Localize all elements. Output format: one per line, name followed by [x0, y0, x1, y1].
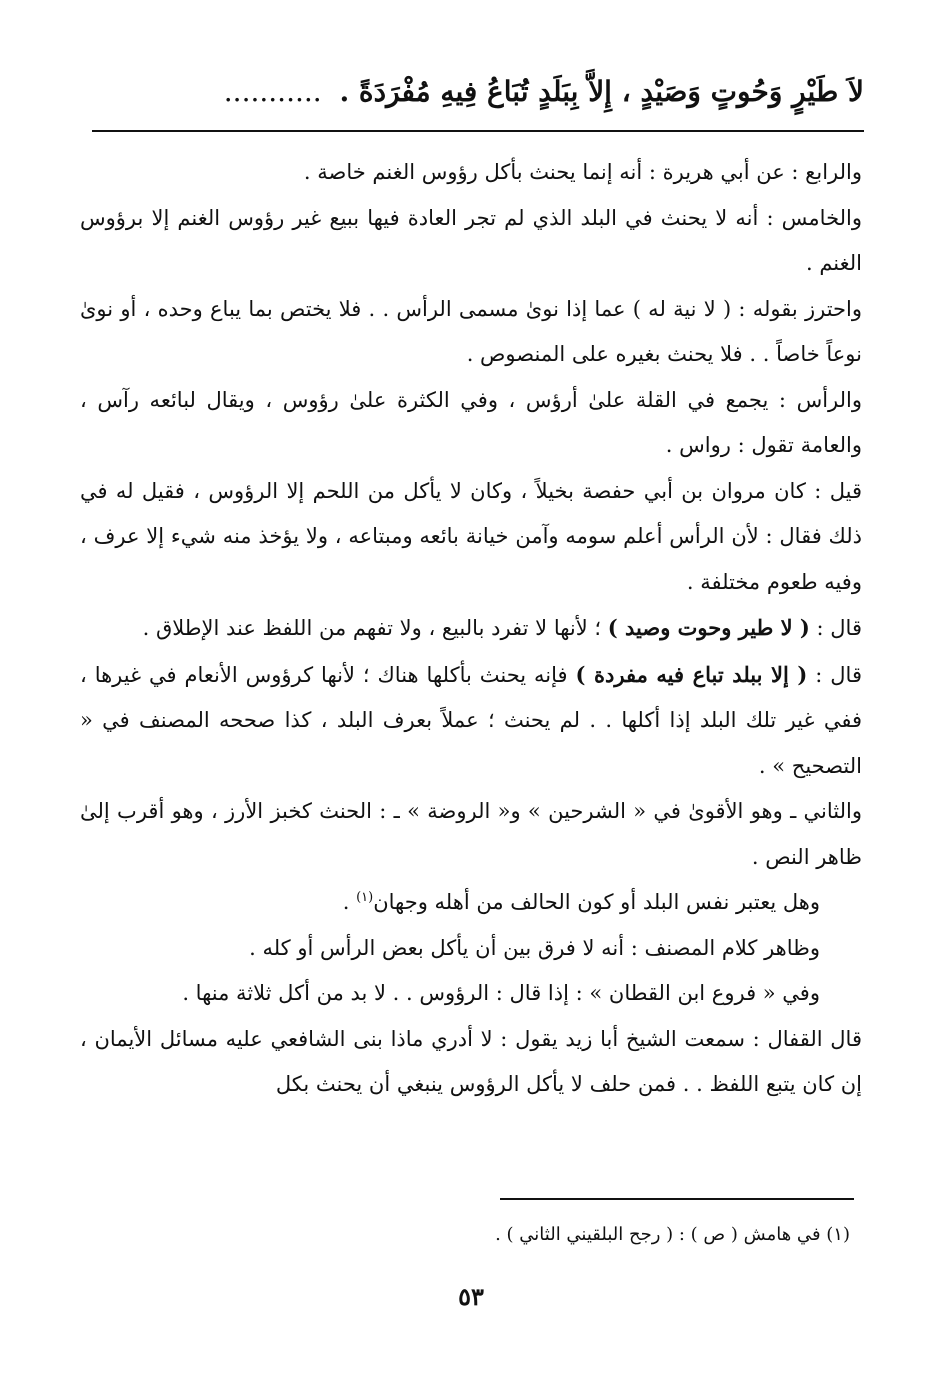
quoted-matn: ( لا طير وحوت وصيد ): [607, 615, 810, 640]
paragraph-text: قيل : كان مروان بن أبي حفصة بخيلاً ، وكان لا يأكل من اللحم إلا الرؤوس ، فقيل له في ذلك فقال : لأن الرأس أعلم سومه وآمن خيانة بائعه ومبتاعه ، ولا يؤخذ منه شيء إلا عرف ، وفيه طعوم مختلفة .: [80, 478, 862, 594]
paragraph-text: وظاهر كلام المصنف : أنه لا فرق بين أن يأكل بعض الرأس أو كله .: [249, 935, 820, 960]
paragraph-text: قال :: [807, 662, 862, 687]
body-text: [80, 150, 862, 1108]
footnote: (١) في هامش ( ص ) : ( رجح البلقيني الثاني ) .: [495, 1224, 850, 1245]
paragraph-text: والرابع : عن أبي هريرة : أنه إنما يحنث بأكل رؤوس الغنم خاصة .: [303, 160, 862, 184]
paragraph-text: والخامس : أنه لا يحنث في البلد الذي لم تجر العادة فيها ببيع غير رؤوس الغنم إلا برؤوس الغنم .: [80, 205, 862, 275]
header-rule: [92, 130, 864, 132]
paragraph-text: وفي « فروع ابن القطان » : إذا قال : الرؤوس . . لا بد من أكل ثلاثة منها .: [182, 981, 820, 1005]
paragraph: [80, 378, 862, 469]
paragraph-text: واحترز بقوله : ( لا نية له ) عما إذا نوىٰ مسمى الرأس . . فلا يختص بما يباع وحده ، أو نوىٰ نوعاً خاصاً . . فلا يحنث بغيره على المنصوص .: [80, 296, 862, 366]
paragraph: [80, 971, 862, 1017]
paragraph: [80, 605, 862, 652]
paragraph: [80, 287, 862, 378]
page-header: [92, 62, 864, 122]
paragraph-text: والثاني ـ وهو الأقوىٰ في « الشرحين » و« الروضة » ـ : الحنث كخبز الأرز ، وهو أقرب إلىٰ ظاهر النص .: [80, 799, 862, 869]
paragraph-text: ؛ لأنها لا تفرد بالبيع ، ولا تفهم من اللفظ عند الإطلاق .: [142, 616, 608, 640]
paragraph-text: فإنه يحنث بأكلها هناك ؛ لأنها كرؤوس الأنعام في غيرها ، ففي غير تلك البلد إذا أكلها . . لم يحنث ؛ عملاً بعرف البلد ، كذا صححه المصنف في « التصحيح » .: [80, 662, 862, 778]
footnote-rule: [500, 1198, 854, 1200]
page-number: ٥٣: [458, 1282, 484, 1311]
footnote-marker: (١): [356, 890, 374, 905]
paragraph-text: والرأس : يجمع في القلة علىٰ أرؤس ، وفي الكثرة علىٰ رؤوس ، ويقال لبائعه رآس ، والعامة تقول : رواس .: [80, 387, 862, 457]
paragraph: [80, 196, 862, 287]
paragraph: [80, 150, 862, 196]
paragraph: [80, 652, 862, 790]
paragraph: [80, 926, 862, 972]
paragraph-text: .: [342, 890, 357, 914]
header-dots: ...........: [223, 75, 322, 108]
header-verse: لاَ طَيْرٍ وَحُوتٍ وَصَيْدٍ ، إِلاَّ بِبَلَدٍ تُبَاعُ فِيهِ مُفْرَدَةً .: [339, 75, 864, 108]
paragraph: [80, 1017, 862, 1108]
paragraph-text: قال :: [809, 616, 862, 640]
paragraph: [80, 469, 862, 606]
paragraph-text: قال القفال : سمعت الشيخ أبا زيد يقول : لا أدري ماذا بنى الشافعي عليه مسائل الأيمان ، إن كان يتبع اللفظ . . فمن حلف لا يأكل الرؤوس ينبغي أن يحنث بكل: [80, 1026, 862, 1096]
paragraph-text: وهل يعتبر نفس البلد أو كون الحالف من أهله وجهان: [373, 890, 820, 914]
quoted-matn: ( إلا ببلد تباع فيه مفردة ): [575, 661, 808, 687]
paragraph: [80, 789, 862, 880]
paragraph: [80, 880, 862, 926]
